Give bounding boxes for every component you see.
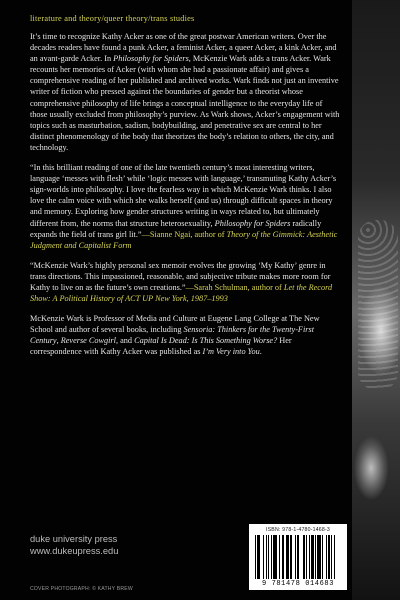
barcode-digits: 9 781478 014683 xyxy=(261,580,334,588)
quote-text-end: radically expands the field of trans girl lit.” xyxy=(30,218,322,239)
quote-attribution-prefix: author of xyxy=(251,282,284,292)
bio-text: Her correspondence with Kathy Acker was published as xyxy=(30,336,292,357)
isbn-label: ISBN: 978-1-4780-1468-3 xyxy=(265,527,330,533)
quote-text: “In this brilliant reading of one of the late twentieth century’s most interesting writers, language ‘messes with flesh’ while ‘logic messes with language,’ transmuting Kathy Acker’s sign-worlds into philosophy. I love the fearless way in which McKenzie Wark thinks. I also love the calm voice with which she walks herself (and us) through difficult spaces in theory and memory. Exploring how gender structures writing in ways related to, but ultimately different from, the norms that structure heterosexuality, xyxy=(30,163,337,228)
publisher-url: www.dukeupress.edu xyxy=(30,546,119,557)
bio-book-title: Capital Is Dead: Is This Something Worse? xyxy=(134,336,278,346)
bio-separator: , xyxy=(56,336,61,346)
book-description xyxy=(30,31,340,153)
barcode-bar xyxy=(335,535,336,579)
subject-tags: literature and theory/queer theory/trans studies xyxy=(30,14,195,23)
quote-book-title: Philosophy for Spiders xyxy=(214,218,291,228)
bio-text-end: . xyxy=(259,347,262,357)
quote-attribution-book: Let the Record Show: A Political History of ACT UP New York, 1987–1993 xyxy=(30,282,333,304)
endorsement-schulman xyxy=(30,260,340,304)
quote-attribution: —Sianne Ngai, xyxy=(141,229,195,239)
publisher-block xyxy=(30,533,118,558)
quote-attribution-prefix: author of xyxy=(194,229,227,239)
description-text-1: It’s time to recognize Kathy Acker as one of the great postwar American writers. Over the decades readers have found a punk Acker, a feminist Acker, a queer Acker, a kink Acker, and an avant-garde Acker. In xyxy=(30,32,337,64)
bio-book-title: I’m Very into You xyxy=(202,347,260,357)
bio-text: McKenzie Wark is Professor of Media and Culture at Eugene Lang College at The New School and author of several books, including xyxy=(30,314,320,335)
photo-credit: COVER PHOTOGRAPH: © KATHY BREW xyxy=(30,586,133,592)
description-text-2: , McKenzie Wark adds a trans Acker. Wark recounts her memories of Acker (with whom she had a passionate affair) and gives a comprehensive reading of her published and archived works. Wark finds not just an inventive writer of fiction who pressed against the boundaries of gender but a theorist whose comprehensive philosophy of life brings a conceptual intelligence to the everyday life of those usually excluded from philosophy’s purview. As Wark shows, Acker’s engagement with topics such as masturbation, sadism, bodybuilding, and penetrative sex are central to her distinct phenomenology of the body that theorizes the body’s relation to others, the city, and technology. xyxy=(30,54,340,152)
quote-text: “McKenzie Wark’s highly personal sex memoir evolves the growing ‘My Kathy’ genre in trans directions. This impassioned, reasonable, and subjective tribute makes more room for Kathy to live on as the future’s own creations.” xyxy=(30,260,331,292)
quote-attribution: —Sarah Schulman, xyxy=(185,282,252,292)
bio-book-title: Reverse Cowgirl xyxy=(60,336,116,346)
barcode xyxy=(249,524,347,590)
barcode-bars xyxy=(253,535,343,579)
quote-attribution-book: Theory of the Gimmick: Aesthetic Judgment and Capitalist Form xyxy=(30,229,338,250)
description-book-title: Philosophy for Spiders xyxy=(113,54,189,64)
cover-photo xyxy=(352,0,400,600)
photo-detail xyxy=(358,220,398,390)
bio-separator: , and xyxy=(115,336,135,346)
bio-book-title: Sensoria: Thinkers for the Twenty-First Century xyxy=(30,325,314,346)
endorsement-ngai xyxy=(30,162,340,251)
author-bio xyxy=(30,313,340,357)
publisher-name: duke university press xyxy=(30,534,118,544)
